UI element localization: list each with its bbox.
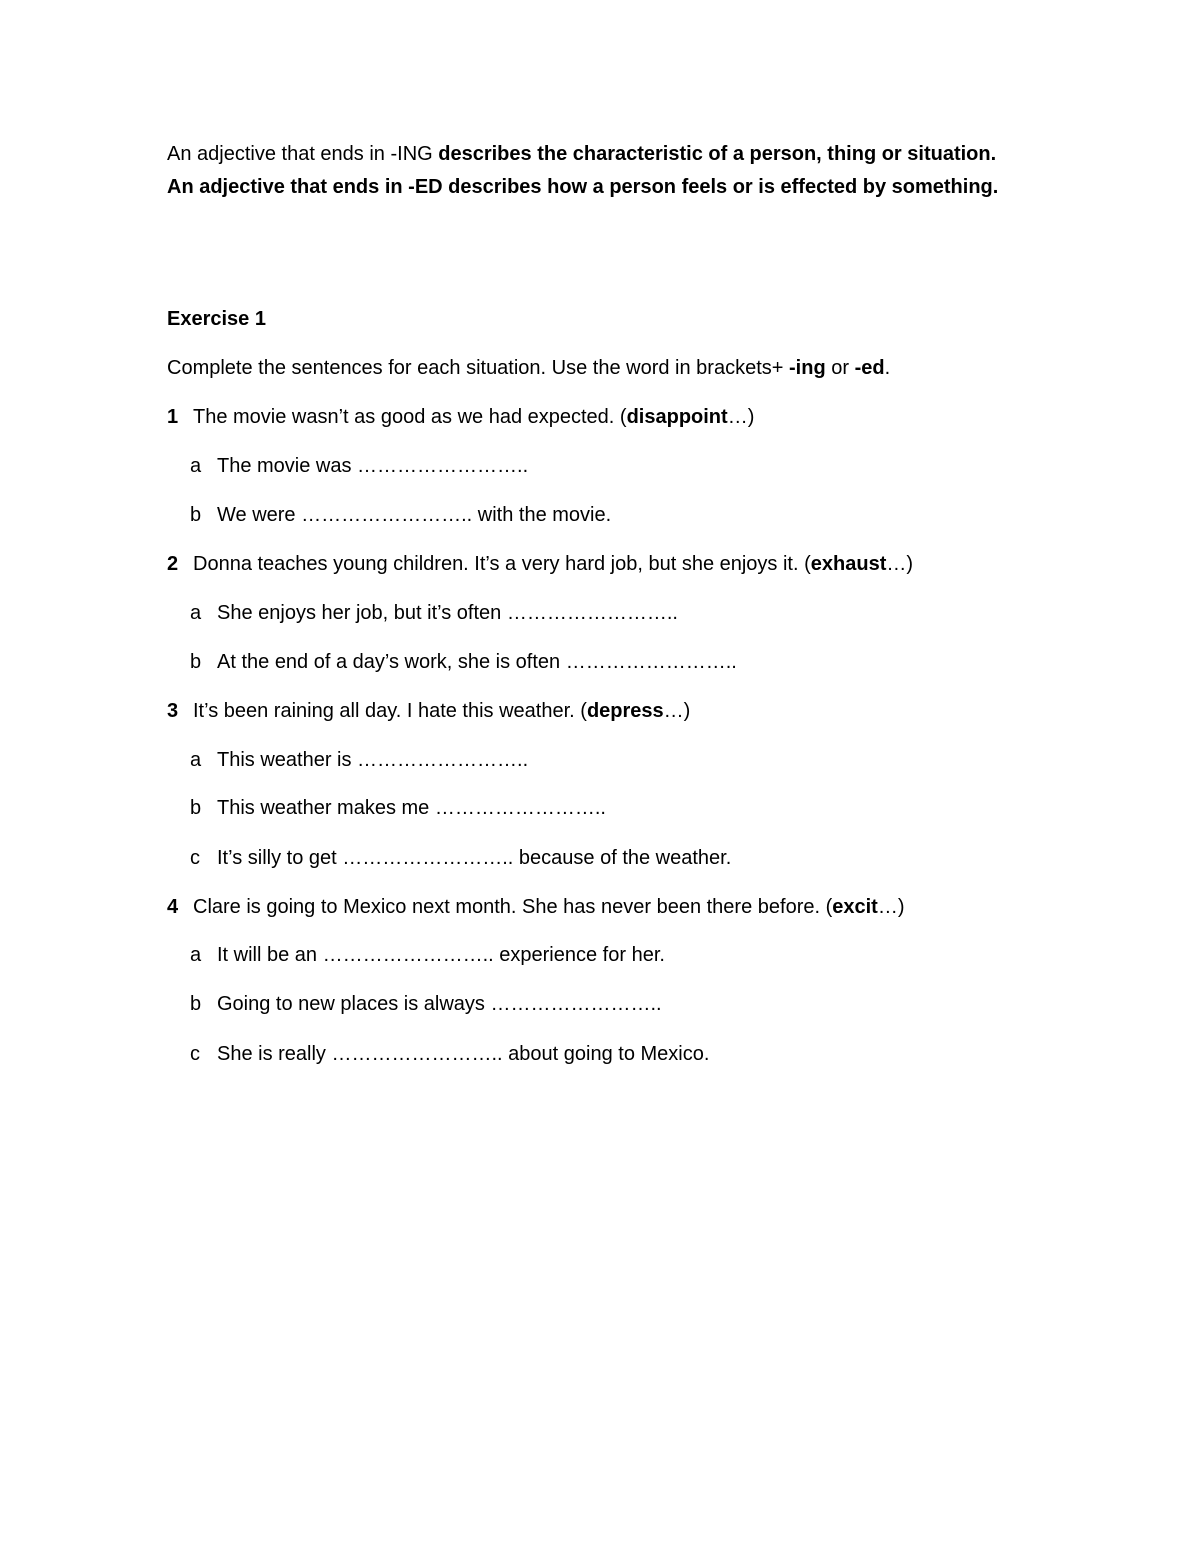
- intro-paragraph: [167, 138, 1027, 204]
- question-close: …): [727, 406, 755, 428]
- question-text: The movie wasn’t as good as we had expected. (: [193, 406, 627, 428]
- question-close: …): [877, 896, 905, 918]
- question-word: exhaust: [810, 553, 887, 575]
- item-text: Going to new places is always ……………………..: [217, 993, 662, 1015]
- question-1-item-a: [190, 453, 528, 479]
- question-number: 3: [167, 700, 179, 722]
- intro-text-bold: describes the characteristic of a person, thing or situation. An adjective that ends in -ED describes how a person feels or is effected by something.: [167, 143, 999, 198]
- question-word: excit: [832, 896, 878, 918]
- item-label: a: [190, 749, 202, 771]
- item-text: We were …………………….. with the movie.: [217, 504, 612, 526]
- question-2-item-a: [190, 600, 678, 626]
- question-text: Clare is going to Mexico next month. She has never been there before. (: [193, 896, 833, 918]
- question-1-item-b: [190, 502, 611, 528]
- item-label: b: [190, 651, 202, 673]
- instruction-text: Complete the sentences for each situation. Use the word in brackets+: [167, 357, 790, 379]
- item-text: At the end of a day’s work, she is often ……………………..: [217, 651, 737, 673]
- item-text: It’s silly to get …………………….. because of the weather.: [217, 847, 732, 869]
- question-4-item-a: [190, 942, 665, 968]
- question-word: disappoint: [626, 406, 728, 428]
- question-text: Donna teaches young children. It’s a very hard job, but she enjoys it. (: [193, 553, 811, 575]
- item-label: c: [190, 847, 200, 869]
- question-3-item-b: [190, 795, 606, 821]
- exercise-heading: Exercise 1: [167, 308, 266, 330]
- instruction-or: or: [825, 357, 855, 379]
- instruction-ing: -ing: [789, 357, 826, 379]
- question-1: [167, 404, 754, 430]
- question-3-item-a: [190, 747, 528, 773]
- item-label: a: [190, 602, 202, 624]
- question-close: …): [663, 700, 691, 722]
- intro-text-plain: An adjective that ends in -ING: [167, 143, 439, 165]
- exercise-instruction: [167, 355, 890, 381]
- question-3: [167, 698, 690, 724]
- question-4-item-c: [190, 1041, 709, 1067]
- item-label: b: [190, 797, 202, 819]
- item-text: She is really …………………….. about going to Mexico.: [217, 1043, 710, 1065]
- item-label: b: [190, 504, 202, 526]
- question-close: …): [886, 553, 914, 575]
- item-text: This weather is ……………………..: [217, 749, 529, 771]
- item-label: b: [190, 993, 202, 1015]
- item-text: This weather makes me ……………………..: [217, 797, 606, 819]
- item-label: a: [190, 944, 202, 966]
- question-2-item-b: [190, 649, 737, 675]
- item-label: c: [190, 1043, 200, 1065]
- instruction-ed: -ed: [854, 357, 885, 379]
- question-number: 2: [167, 553, 179, 575]
- question-text: It’s been raining all day. I hate this weather. (: [193, 700, 587, 722]
- question-3-item-c: [190, 845, 731, 871]
- instruction-end: .: [884, 357, 891, 379]
- question-2: [167, 551, 913, 577]
- question-word: depress: [586, 700, 664, 722]
- item-text: The movie was ……………………..: [217, 455, 529, 477]
- item-text: It will be an …………………….. experience for her.: [217, 944, 665, 966]
- item-text: She enjoys her job, but it’s often ……………………..: [217, 602, 678, 624]
- question-4: [167, 894, 905, 920]
- question-4-item-b: [190, 991, 662, 1017]
- question-number: 4: [167, 896, 179, 918]
- question-number: 1: [167, 406, 179, 428]
- item-label: a: [190, 455, 202, 477]
